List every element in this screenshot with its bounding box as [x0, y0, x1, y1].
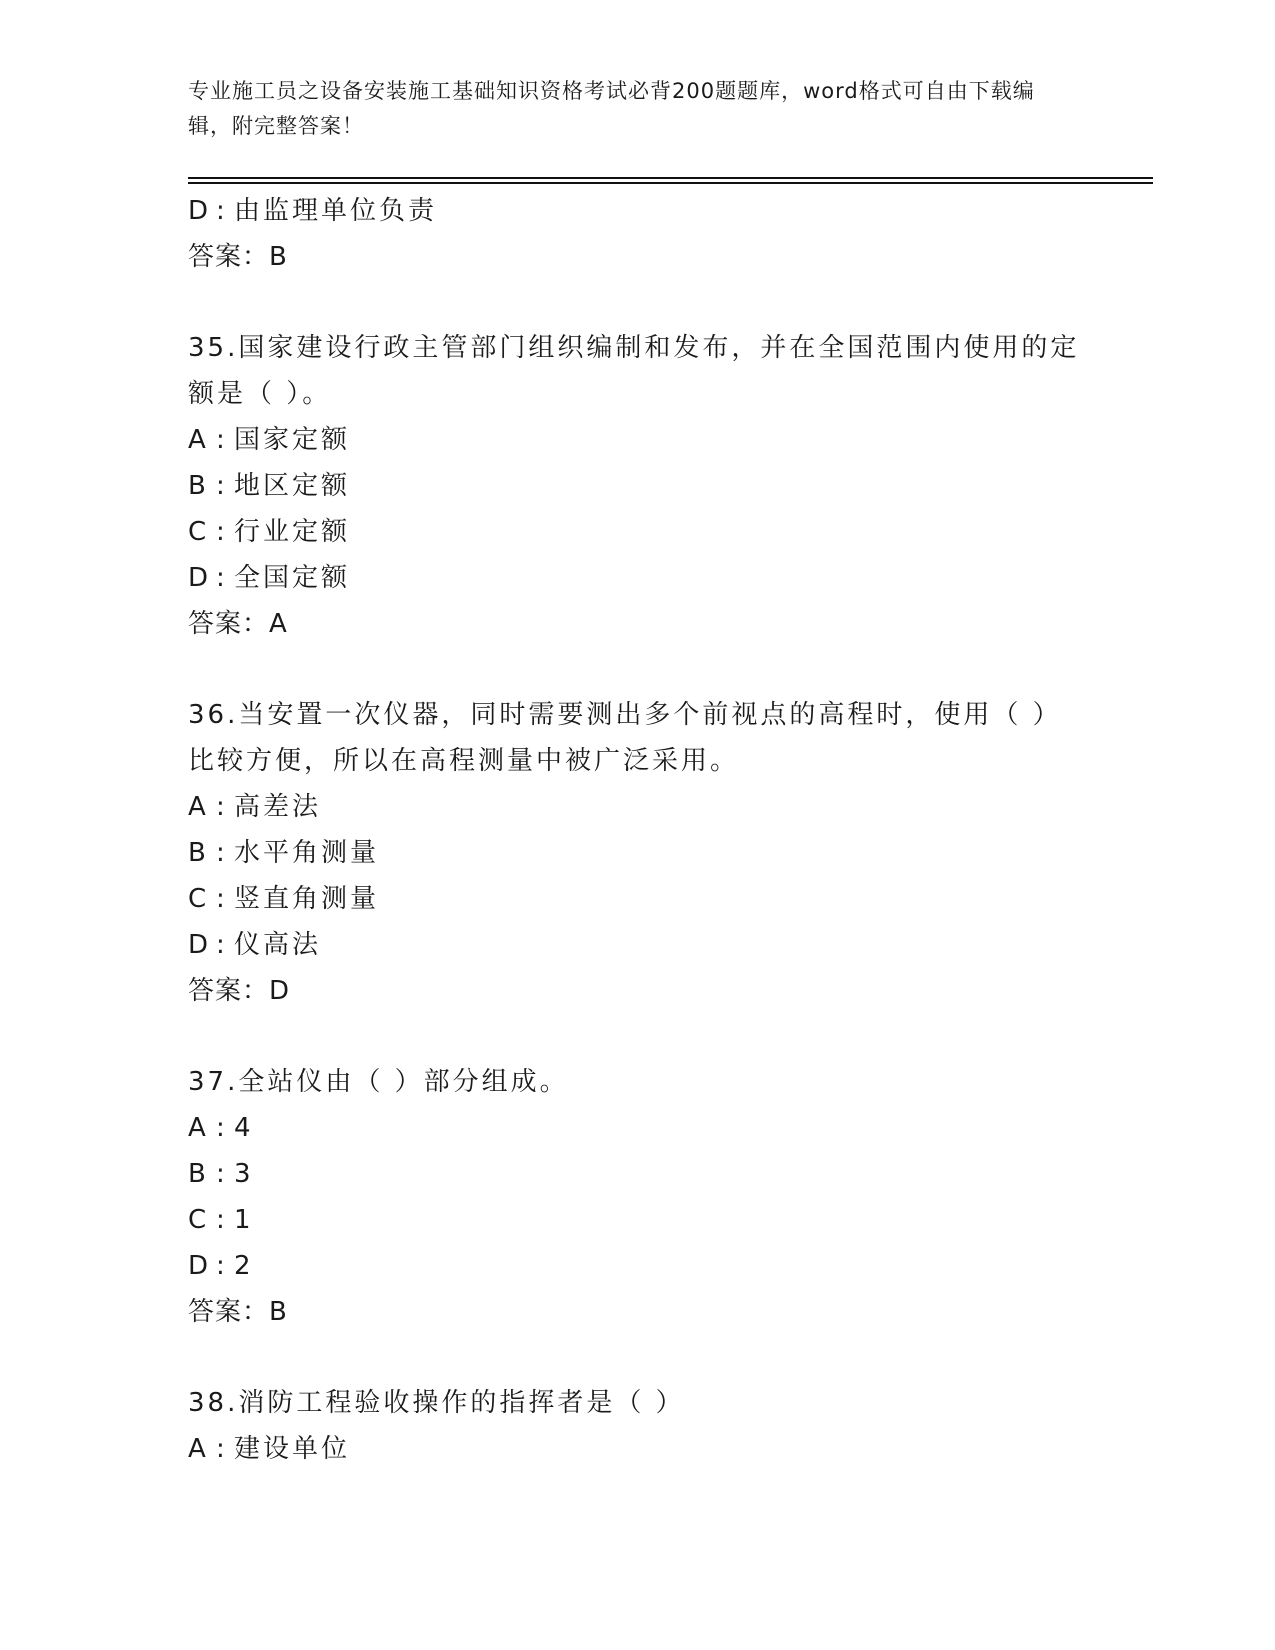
option-separator: : — [216, 517, 225, 547]
option-separator: : — [216, 1205, 225, 1235]
option-text: 2 — [234, 1251, 254, 1281]
option-line — [188, 188, 1088, 234]
option-line — [188, 784, 1088, 830]
question-tail — [188, 188, 1088, 280]
option-line — [188, 1197, 1088, 1243]
option-separator: : — [216, 838, 225, 868]
question-stem: 38.消防工程验收操作的指挥者是（ ） — [188, 1388, 685, 1418]
option-text: 1 — [234, 1205, 254, 1235]
block-spacer — [188, 280, 1088, 325]
option-text: 由监理单位负责 — [234, 196, 438, 226]
option-text: 行业定额 — [234, 517, 351, 547]
option-line — [188, 830, 1088, 876]
option-letter: B — [188, 1159, 206, 1189]
option-text: 全国定额 — [234, 563, 351, 593]
option-text: 仪高法 — [234, 930, 322, 960]
option-separator: : — [216, 471, 225, 501]
option-text: 竖直角测量 — [234, 884, 380, 914]
option-letter: D — [188, 196, 209, 226]
question-block — [188, 1059, 1088, 1335]
option-letter: D — [188, 930, 209, 960]
option-line — [188, 463, 1088, 509]
option-line — [188, 1151, 1088, 1197]
option-letter: D — [188, 563, 209, 593]
option-letter: B — [188, 838, 206, 868]
answer-line: 答案：A — [188, 609, 288, 639]
option-letter: A — [188, 1434, 206, 1464]
question-list — [188, 188, 1088, 1472]
option-separator: : — [216, 884, 225, 914]
question-block — [188, 325, 1088, 647]
header-rule-top — [188, 177, 1153, 179]
question-block — [188, 1380, 1088, 1472]
block-spacer — [188, 1014, 1088, 1059]
option-letter: C — [188, 884, 207, 914]
option-separator: : — [216, 1434, 225, 1464]
option-letter: A — [188, 792, 206, 822]
answer-line: 答案：B — [188, 242, 288, 272]
answer-line: 答案：B — [188, 1297, 288, 1327]
option-text: 3 — [234, 1159, 254, 1189]
answer-line: 答案：D — [188, 976, 291, 1006]
document-header: 专业施工员之设备安装施工基础知识资格考试必背200题题库，word格式可自由下载编辑，附完整答案！ — [188, 79, 1035, 138]
option-text: 高差法 — [234, 792, 322, 822]
option-letter: D — [188, 1251, 209, 1281]
option-separator: : — [216, 930, 225, 960]
question-stem: 37.全站仪由（ ）部分组成。 — [188, 1067, 569, 1097]
block-spacer — [188, 1335, 1088, 1380]
option-text: 水平角测量 — [234, 838, 380, 868]
option-line — [188, 555, 1088, 601]
option-letter: A — [188, 425, 206, 455]
option-text: 国家定额 — [234, 425, 351, 455]
option-separator: : — [216, 1159, 225, 1189]
option-letter: C — [188, 1205, 207, 1235]
option-separator: : — [216, 563, 225, 593]
option-separator: : — [216, 1251, 225, 1281]
option-letter: C — [188, 517, 207, 547]
option-line — [188, 1243, 1088, 1289]
option-line — [188, 876, 1088, 922]
option-line — [188, 417, 1088, 463]
option-text: 4 — [234, 1113, 254, 1143]
option-text: 建设单位 — [234, 1434, 351, 1464]
option-line — [188, 1426, 1088, 1472]
block-spacer — [188, 647, 1088, 692]
question-stem: 35.国家建设行政主管部门组织编制和发布，并在全国范围内使用的定额是（ ）。 — [188, 333, 1080, 409]
option-line — [188, 922, 1088, 968]
question-block — [188, 692, 1088, 1014]
option-separator: : — [216, 792, 225, 822]
option-text: 地区定额 — [234, 471, 351, 501]
option-letter: B — [188, 471, 206, 501]
option-separator: : — [216, 425, 225, 455]
header-rule-bottom — [188, 182, 1153, 184]
option-line — [188, 509, 1088, 555]
option-line — [188, 1105, 1088, 1151]
option-separator: : — [216, 196, 225, 226]
option-separator: : — [216, 1113, 225, 1143]
question-stem: 36.当安置一次仪器，同时需要测出多个前视点的高程时，使用（ ）比较方便，所以在高程测量中被广泛采用。 — [188, 700, 1062, 776]
option-letter: A — [188, 1113, 206, 1143]
